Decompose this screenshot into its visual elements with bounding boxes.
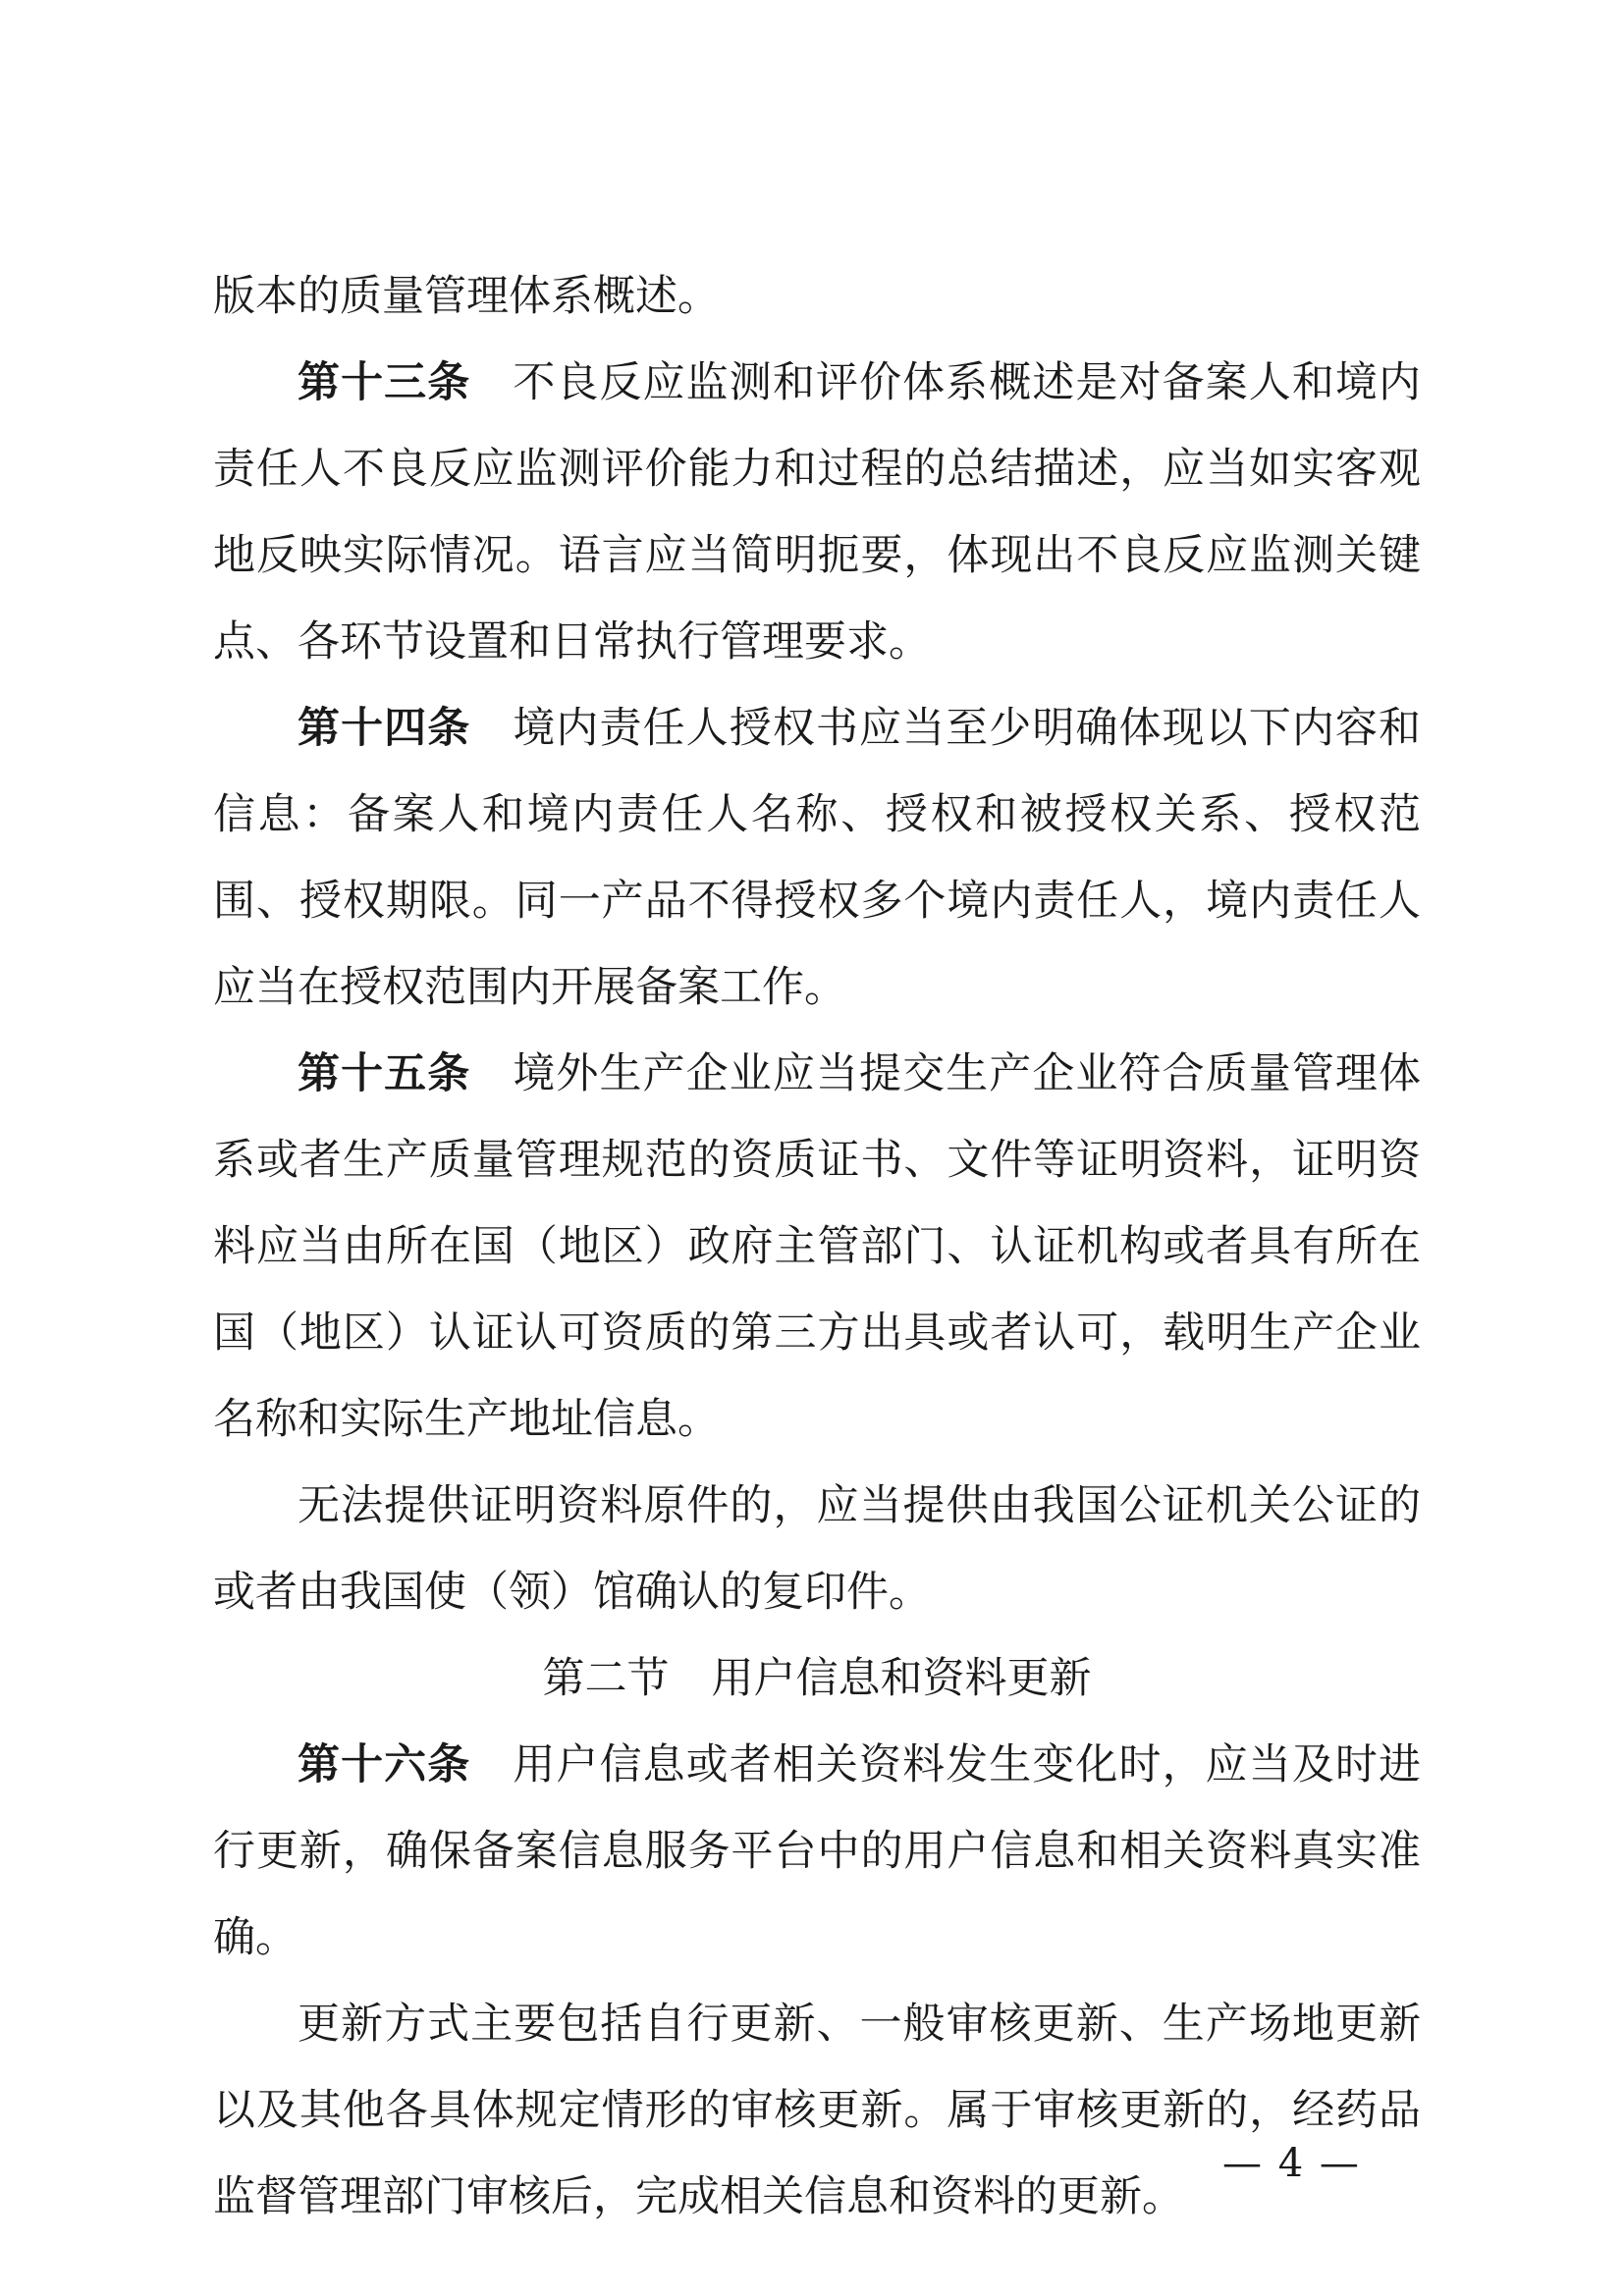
section-number: 第二节 — [542, 1654, 670, 1703]
article-15 — [213, 1031, 1421, 1463]
article-13-text: 不良反应监测和评价体系概述是对备案人和境内责任人不良反应监测评价能力和过程的总结描述，应当如实客观地反映实际情况。语言应当简明扼要，体现出不良反应监测关键点、各环节设置和日常执行管理要求。 — [213, 358, 1422, 667]
section-title: 用户信息和资料更新 — [711, 1654, 1092, 1703]
section-heading — [213, 1635, 1421, 1722]
article-16-text: 用户信息或者相关资料发生变化时，应当及时进行更新，确保备案信息服务平台中的用户信息和相关资料真实准确。 — [213, 1740, 1422, 1962]
article-14-text: 境内责任人授权书应当至少明确体现以下内容和信息：备案人和境内责任人名称、授权和被授权关系、授权范围、授权期限。同一产品不得授权多个境内责任人，境内责任人应当在授权范围内开展备案工作。 — [213, 704, 1422, 1012]
article-15-text: 境外生产企业应当提交生产企业符合质量管理体系或者生产质量管理规范的资质证书、文件等证明资料，证明资料应当由所在国（地区）政府主管部门、认证机构或者具有所在国（地区）认证认可资质的第三方出具或者认可，载明生产企业名称和实际生产地址信息。 — [213, 1049, 1422, 1444]
article-14-label: 第十四条 — [298, 704, 471, 753]
article-16 — [213, 1722, 1421, 1981]
article-13-label: 第十三条 — [298, 358, 471, 407]
article-16-label: 第十六条 — [298, 1740, 471, 1789]
article-13 — [213, 340, 1421, 685]
article-16-paragraph-2: 更新方式主要包括自行更新、一般审核更新、生产场地更新以及其他各具体规定情形的审核更新。属于审核更新的，经药品监督管理部门审核后，完成相关信息和资料的更新。 — [213, 2000, 1421, 2221]
paragraph-continuation: 版本的质量管理体系概述。 — [213, 272, 720, 321]
page-number: — 4 — — [1222, 2141, 1361, 2186]
article-15-paragraph-2: 无法提供证明资料原件的，应当提供由我国公证机关公证的或者由我国使（领）馆确认的复印件。 — [213, 1481, 1421, 1617]
article-15-label: 第十五条 — [298, 1049, 471, 1098]
article-14 — [213, 685, 1421, 1031]
body-text — [213, 253, 1421, 2240]
